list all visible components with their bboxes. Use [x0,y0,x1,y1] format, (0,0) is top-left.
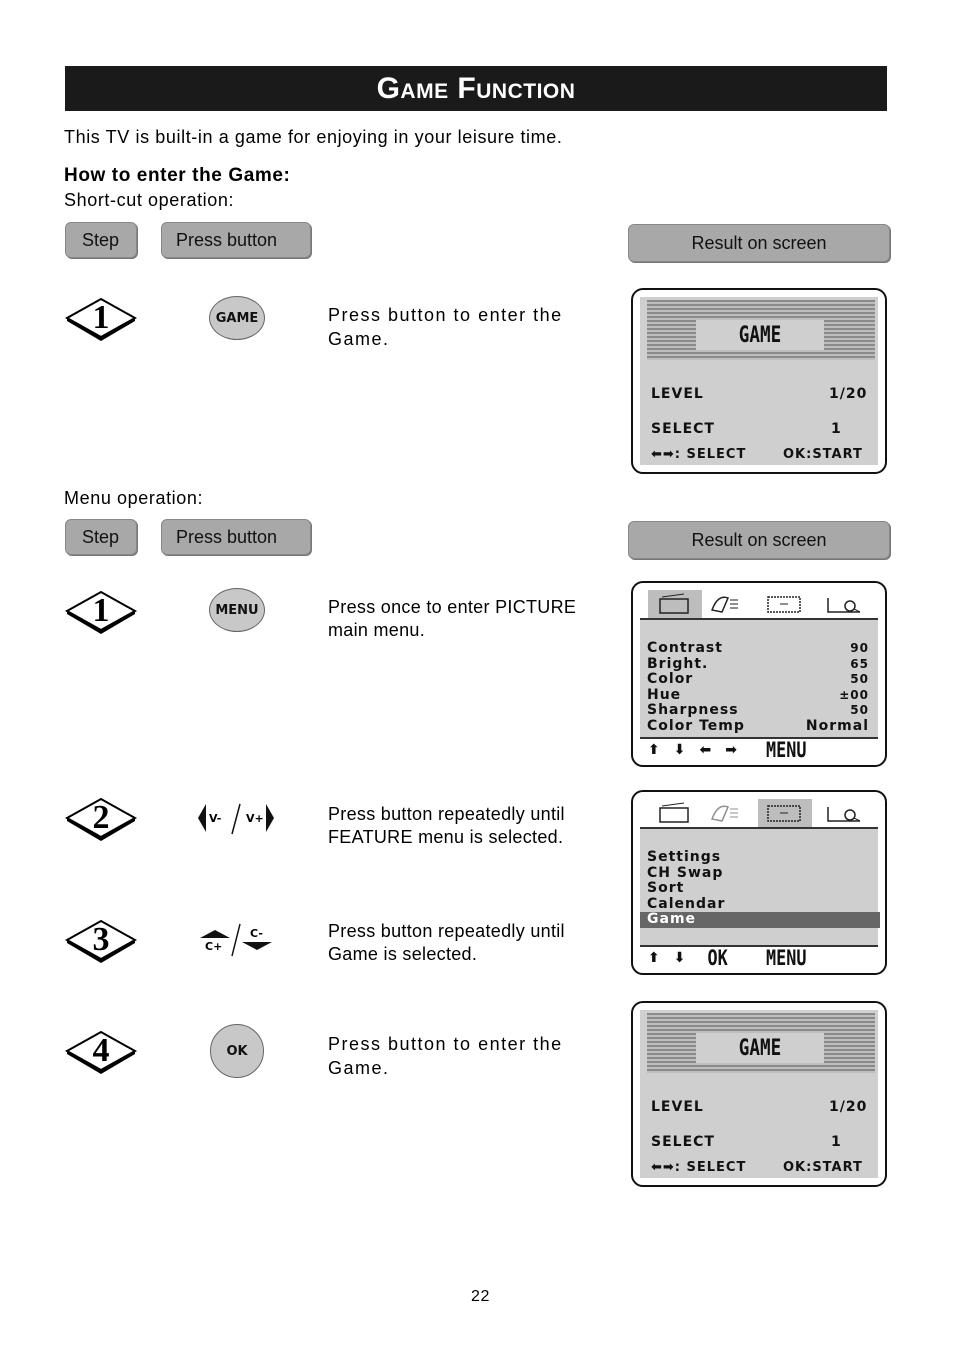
step-1-menu-instruction: Press once to enter PICTURE main menu. [328,597,577,640]
step-number: 4 [92,1032,110,1069]
game-screen [631,288,887,474]
menu-item-contrast[interactable]: Contrast 90 [647,640,869,656]
left-arrow-icon: ⬅ [699,742,712,758]
picture-menu-screen [631,581,887,767]
picture-icon [660,803,688,822]
v-plus-label: V+ [246,812,264,825]
step-header-2: Step [65,519,137,555]
menu-icon-bar [640,590,878,620]
menu-item-bright[interactable]: Bright. 65 [647,655,869,672]
menu-item-settings[interactable]: Settings [647,849,722,865]
menu-item-color-temp[interactable]: Color Temp Normal [647,717,869,734]
feature-menu-screen [631,790,887,975]
left-right-arrows-icon: ⬅➡ [651,447,675,462]
menu-item-ch-swap[interactable]: CH Swap [647,864,724,881]
page-number: 22 [471,1288,490,1305]
intro-text: This TV is built-in a game for enjoying in your leisure time. [64,127,563,147]
step-2-badge [64,795,138,841]
hint-start: OK:START [783,1160,863,1175]
menu-footer-label: MENU [765,946,807,970]
step-number: 1 [92,592,110,629]
shortcut-label: Short-cut operation: [64,190,235,210]
step-number: 3 [92,921,110,958]
right-arrow-icon: ➡ [725,742,737,758]
how-to-heading: How to enter the Game: [64,165,291,186]
press-button-header: Press button [161,222,311,258]
menu-operation-label: Menu operation: [64,488,204,508]
up-triangle-icon [200,930,230,938]
menu-item-game-selected[interactable]: Game [640,912,880,928]
down-arrow-icon: ⬇ [673,950,686,966]
menu-item-color[interactable]: Color 50 [647,671,869,688]
down-arrow-icon: ⬇ [673,742,686,758]
left-triangle-icon [198,804,206,832]
step-header: Step [65,222,137,258]
result-header: Result on screen [628,224,890,262]
sound-icon [712,597,738,612]
step-1-badge [64,588,138,634]
game-button[interactable]: GAME [209,296,265,340]
ok-button[interactable]: OK [210,1024,264,1078]
step-number: 1 [92,299,110,336]
step-3-badge [64,917,138,963]
feature-menu-nav [640,945,878,969]
select-label: SELECT [651,421,715,437]
right-triangle-icon [266,804,274,832]
sound-icon [712,806,738,821]
feature-menu-list [640,850,880,928]
up-arrow-icon: ⬆ [648,950,660,966]
menu-item-calendar[interactable]: Calendar [647,895,726,912]
step-4-instruction: Press button to enter the Game. [328,1034,563,1078]
menu-item-sharpness[interactable]: Sharpness 50 [647,702,869,719]
channel-buttons[interactable] [196,920,276,960]
game-title: GAME [696,320,824,350]
setup-icon [828,598,860,612]
left-right-arrows-icon: ⬅➡ [651,1160,675,1175]
up-arrow-icon: ⬆ [648,742,660,758]
menu-icon-bar [640,799,878,829]
hint-start: OK:START [783,447,863,462]
select-label: SELECT [651,1134,715,1150]
hint-row: ⬅➡: SELECT [651,447,747,462]
down-triangle-icon [242,942,272,950]
result-header-2: Result on screen [628,521,890,559]
picture-menu-nav [640,737,878,761]
step-1-instruction: Press button to enter the Game. [328,305,563,349]
picture-menu-list [647,641,869,735]
ok-footer-label: OK [707,946,729,970]
hint-row: ⬅➡: SELECT [651,1160,747,1175]
game-screen-2 [631,1001,887,1187]
game-title: GAME [696,1033,824,1063]
select-value: 1 [831,421,842,437]
press-button-header-2: Press button [161,519,311,555]
step-1-badge [64,295,138,341]
menu-item-sort[interactable]: Sort [647,880,685,897]
step-number: 2 [92,799,110,836]
level-label: LEVEL [651,386,704,402]
volume-buttons[interactable] [196,798,276,838]
v-minus-label: V- [209,812,222,825]
menu-item-hue[interactable]: Hue ±00 [647,686,869,703]
setup-icon [828,807,860,821]
step-3-instruction: Press button repeatedly until Game is selected. [328,921,565,964]
select-value: 1 [831,1134,842,1150]
step-2-instruction: Press button repeatedly until FEATURE menu is selected. [328,804,565,847]
menu-button[interactable]: MENU [209,588,265,632]
page-title: Game Function [65,66,887,111]
level-label: LEVEL [651,1099,704,1115]
step-4-badge [64,1028,138,1074]
level-value: 1/20 [829,1099,868,1115]
c-plus-label: C+ [205,940,223,953]
c-minus-label: C- [250,927,263,940]
menu-footer-label: MENU [765,738,807,762]
feature-icon [768,597,800,612]
level-value: 1/20 [829,386,868,402]
